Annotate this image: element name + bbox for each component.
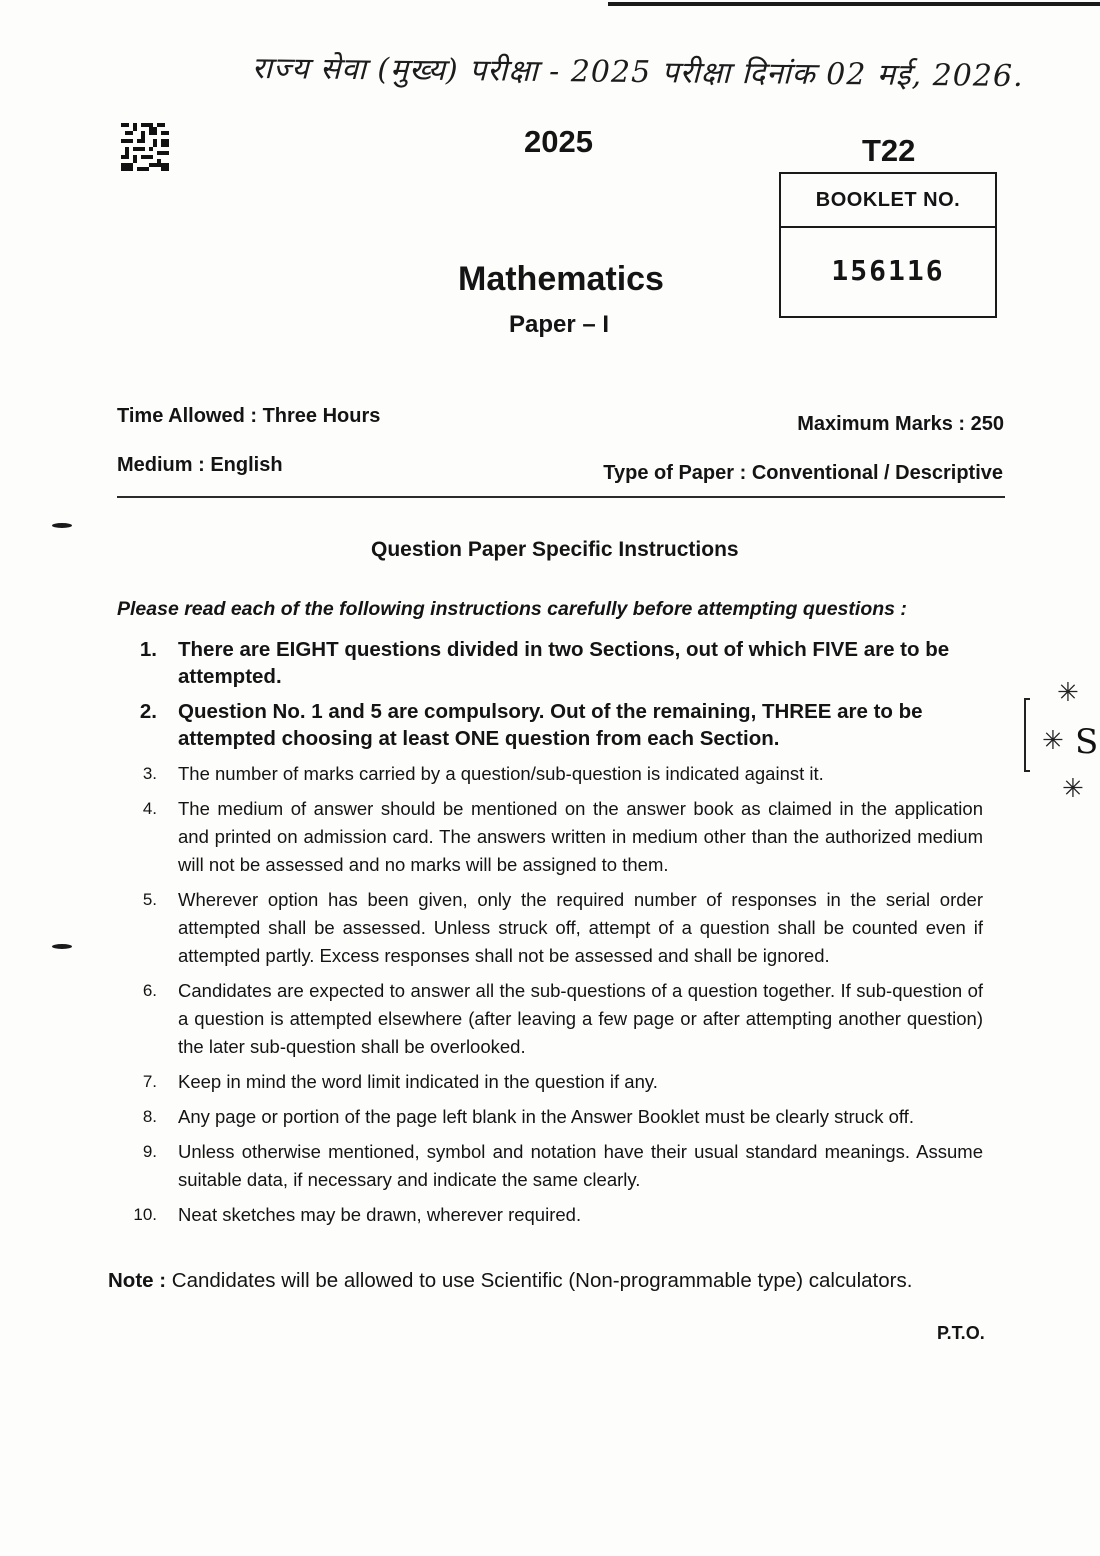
item-number: 6. (142, 981, 157, 1000)
item-number: 4. (142, 799, 157, 818)
maximum-marks: Maximum Marks : 250 (797, 413, 1004, 435)
subject-title: Mathematics (458, 260, 664, 298)
item-number: 2. (139, 700, 157, 723)
qr-code-icon (121, 123, 169, 171)
list-item (117, 1068, 983, 1096)
note-text: Candidates will be allowed to use Scientific (Non-programmable type) calculators. (171, 1269, 913, 1292)
instructions-list (117, 636, 983, 1236)
item-number: 9. (142, 1142, 157, 1161)
list-item (117, 1103, 983, 1131)
list-item (117, 795, 983, 879)
medium: Medium : English (117, 454, 283, 476)
list-item (117, 886, 983, 970)
margin-bracket (1024, 698, 1034, 772)
item-text: Any page or portion of the page left blank in the Answer Booklet must be clearly struck off. (178, 1106, 914, 1127)
paper-number: Paper – I (509, 311, 610, 338)
list-item (117, 636, 983, 690)
note-label: Note : (108, 1269, 167, 1292)
item-number: 10. (133, 1205, 157, 1224)
calculator-note (108, 1269, 912, 1293)
handwritten-header: राज्य सेवा (मुख्य) परीक्षा - 2025 परीक्षा दिनांक 02 मई, 2026. (251, 50, 1024, 95)
item-text: Neat sketches may be drawn, wherever required. (178, 1204, 582, 1225)
item-number: 7. (142, 1072, 157, 1091)
star-icon: ✳ (1057, 678, 1079, 708)
booklet-label: BOOKLET NO. (781, 174, 995, 228)
list-item (117, 698, 983, 752)
star-icon: ✳ (1062, 774, 1084, 804)
item-text: Wherever option has been given, only the required number of responses in the serial order attempted shall be assessed. Unless struck off, attempt of a question shall be counted even if attempted partly. Excess responses shall not be assessed and shall be ignored. (178, 889, 983, 966)
list-item (117, 1138, 983, 1194)
item-text: Candidates are expected to answer all the sub-questions of a question together. If sub-question of a question is attempted elsewhere (after leaving a few page or after attempting another question) the later sub-question shall be overlooked. (178, 980, 983, 1057)
exam-year: 2025 (524, 124, 593, 159)
item-text: Keep in mind the word limit indicated in the question if any. (178, 1071, 658, 1092)
booklet-number-box (779, 172, 997, 318)
margin-letter: S (1075, 722, 1099, 762)
time-allowed: Time Allowed : Three Hours (117, 405, 381, 427)
scan-edge-line (608, 2, 1100, 6)
list-item (117, 977, 983, 1061)
star-icon: ✳ (1042, 726, 1064, 756)
margin-mark (52, 523, 72, 528)
series-code: T22 (862, 133, 916, 168)
item-number: 5. (142, 890, 157, 909)
divider (117, 496, 1005, 498)
list-item (117, 1201, 983, 1229)
item-text: The number of marks carried by a question/sub-question is indicated against it. (178, 763, 824, 784)
booklet-number: 156116 (831, 254, 945, 287)
item-text: The medium of answer should be mentioned on the answer book as claimed in the application and printed on admission card. The answers written in medium other than the authorized medium will not be assessed and no marks will be assigned to them. (178, 798, 983, 875)
instructions-title: Question Paper Specific Instructions (371, 538, 739, 561)
list-item (117, 760, 983, 788)
instructions-intro: Please read each of the following instructions carefully before attempting questions : (117, 598, 907, 620)
item-number: 1. (139, 638, 157, 661)
item-text: Question No. 1 and 5 are compulsory. Out of the remaining, THREE are to be attempted choosing at least ONE question from each Section. (178, 700, 923, 750)
item-text: Unless otherwise mentioned, symbol and notation have their usual standard meanings. Assume suitable data, if necessary and indicate the same clearly. (178, 1141, 983, 1190)
paper-type: Type of Paper : Conventional / Descriptive (603, 462, 1003, 484)
item-number: 3. (142, 764, 157, 783)
pto-label: P.T.O. (937, 1323, 985, 1343)
margin-mark (52, 944, 72, 949)
item-number: 8. (142, 1107, 157, 1126)
item-text: There are EIGHT questions divided in two Sections, out of which FIVE are to be attempted. (178, 638, 950, 688)
